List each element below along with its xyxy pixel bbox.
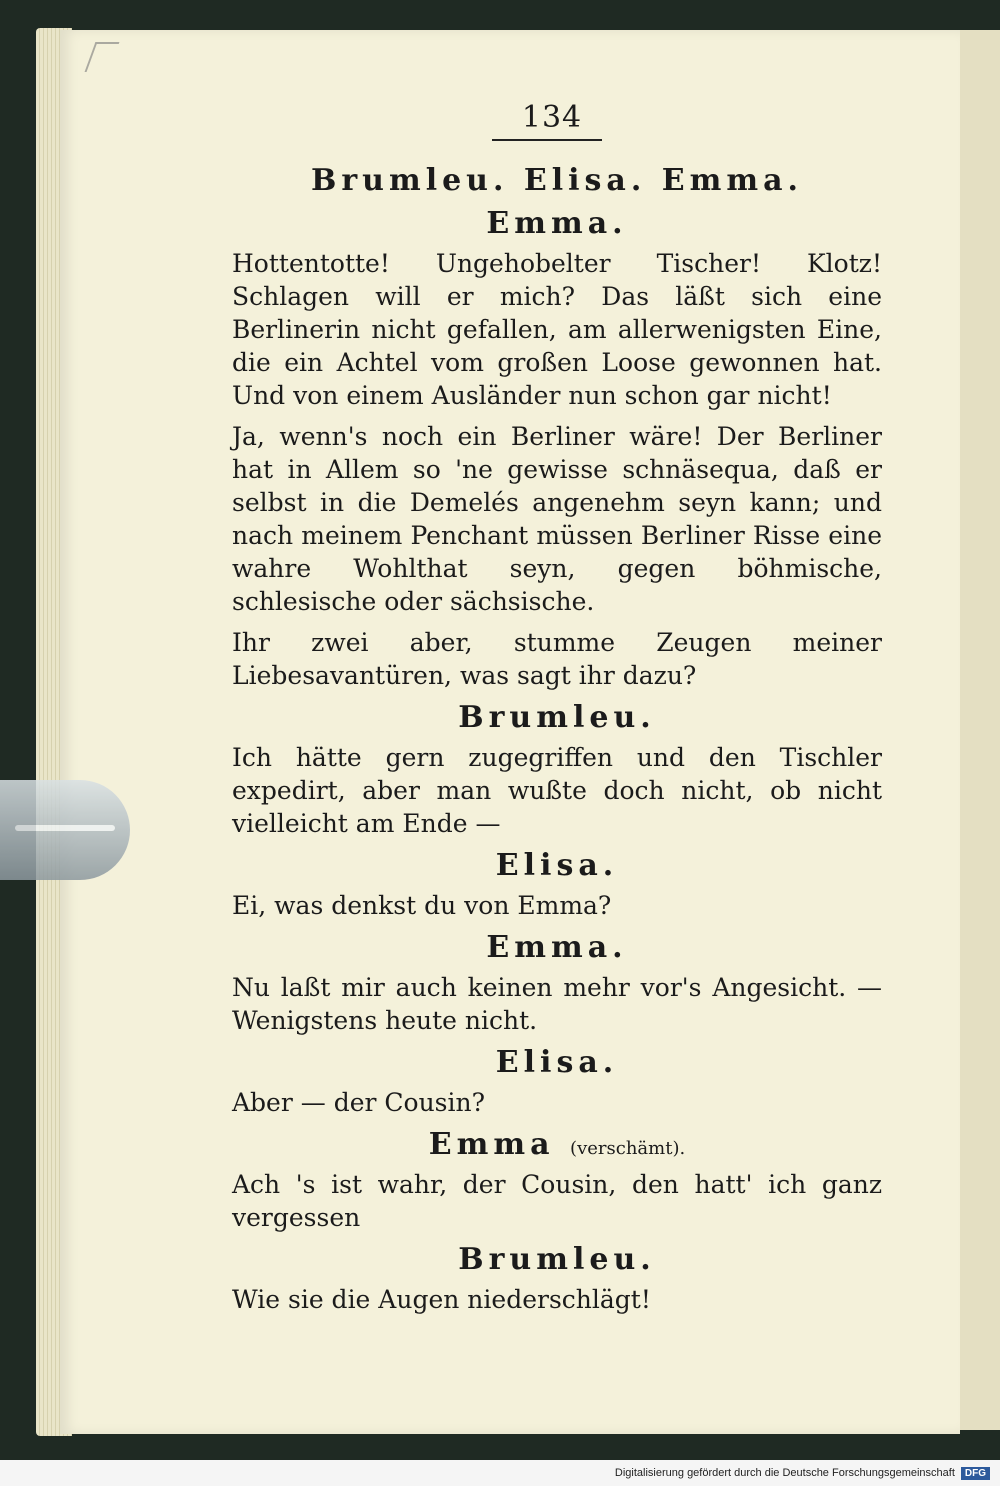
speaker-heading-with-note [232, 1127, 882, 1162]
stage-direction: (verschämt). [570, 1138, 686, 1159]
footer-text: Digitalisierung gefördert durch die Deutsche Forschungsgemeinschaft [614, 1467, 955, 1479]
speaker-name: Emma [428, 1127, 555, 1162]
speaker-heading: Emma. [486, 206, 628, 241]
dialogue-paragraph: Ach 's ist wahr, der Cousin, den hatt' ich ganz vergessen [232, 1170, 882, 1232]
dialogue-paragraph: Ja, wenn's noch ein Berliner wäre! Der Berliner hat in Allem so 'ne gewisse schnäsequa, daß er selbst in die Demelés angenehm seyn kann; und nach meinem Penchant müssen Berliner Risse eine wahre Wohlthat seyn, gegen böhmische, schlesische oder sächsische. [232, 422, 882, 616]
dialogue-paragraph: Ich hätte gern zugegriffen und den Tischler expedirt, aber man wußte doch nicht, ob nicht vielleicht am Ende — [232, 743, 882, 838]
page-content [232, 100, 882, 1324]
facing-page-edge [960, 30, 1000, 1430]
dialogue-paragraph: Nu laßt mir auch keinen mehr vor's Angesicht. — Wenigstens heute nicht. [232, 973, 882, 1035]
digitization-footer [0, 1460, 1000, 1486]
speaker-heading: Brumleu. [458, 700, 656, 735]
dialogue-paragraph: Hottentotte! Ungehobelter Tischer! Klotz! Schlagen will er mich? Das läßt sich eine Berlinerin nicht gefallen, am allerwenigsten Eine, die ein Achtel vom großen Loose gewonnen hat. Und von einem Ausländer nun schon gar nicht! [232, 249, 882, 410]
dialogue-paragraph: Ei, was denkst du von Emma? [232, 891, 612, 920]
dialogue-paragraph: Aber — der Cousin? [232, 1088, 486, 1117]
page-number-rule [492, 139, 602, 141]
dialogue-paragraph: Wie sie die Augen niederschlägt! [232, 1285, 651, 1314]
speaker-heading: Emma. [486, 930, 628, 965]
heading-characters: Brumleu. Elisa. Emma. [310, 163, 803, 198]
speaker-heading: Elisa. [495, 1045, 619, 1080]
page-number: 134 [521, 100, 583, 135]
dialogue-paragraph: Ihr zwei aber, stumme Zeugen meiner Liebesavantüren, was sagt ihr dazu? [232, 628, 882, 690]
page-clip [0, 780, 130, 880]
dfg-logo-icon: DFG [961, 1467, 990, 1480]
speaker-heading: Brumleu. [458, 1242, 656, 1277]
speaker-heading: Elisa. [495, 848, 619, 883]
